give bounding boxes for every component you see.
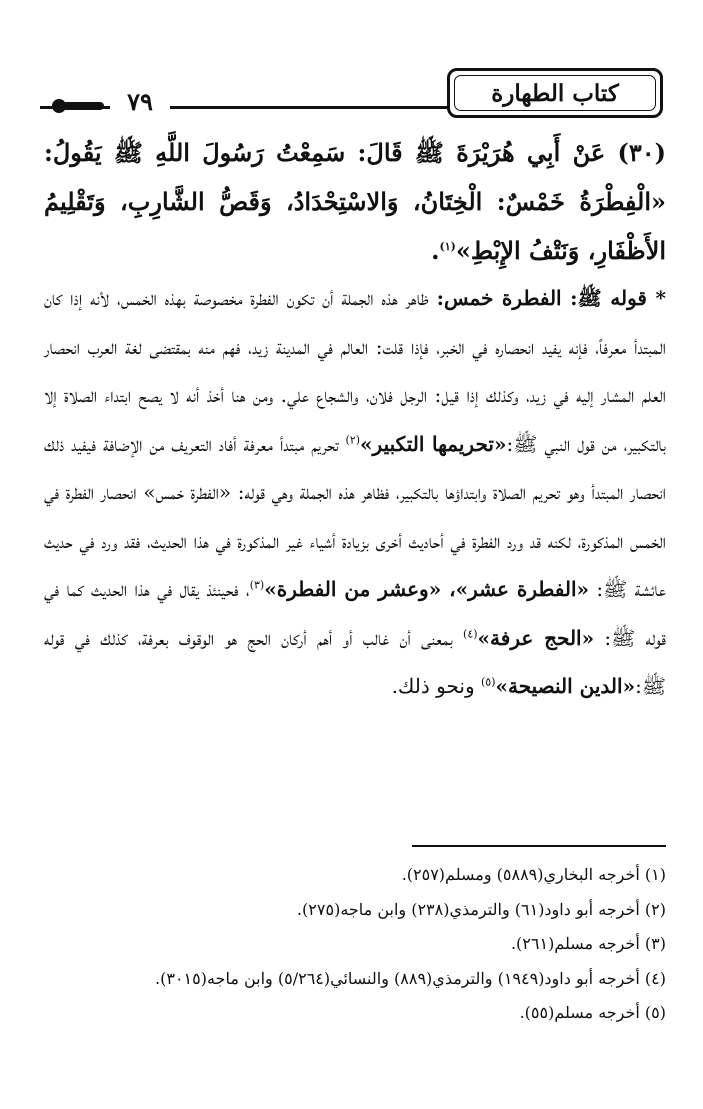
chapter-title-frame [447, 68, 663, 118]
quote-hajj-arafa: «الحج عرفة» [477, 625, 595, 650]
footnote-ref-1: (١) [439, 240, 456, 253]
hadith-end: . [431, 236, 440, 265]
footnote-ref-3: (٣) [249, 578, 265, 592]
commentary-segment-4: بمعنى أن غالب أو أهم أركان الحج هو الوقوف بعرفة، كذلك في قوله ﷺ: [44, 625, 666, 698]
footnote-separator [412, 845, 666, 847]
quote-din-nasiha: «الدين النصيحة» [495, 674, 636, 698]
chapter-title: كتاب الطهارة [491, 80, 619, 107]
quote-tahrimuha: «تحريمها التكبير» [360, 431, 507, 456]
footnote-3: (٣) أخرجه مسلم(٢٦١). [510, 934, 666, 953]
commentary-segment-3: ، فحينئذ يقال في هذا الحديث كما في قوله ﷺ: [44, 577, 666, 650]
footnote-4: (٤) أخرجه أبو داود(١٩٤٩) والترمذي(٨٨٩) والنسائي(٥/٢٦٤) وابن ماجه(٣٠١٥). [155, 968, 666, 988]
commentary-segment-2: تحريم مبتدأ معرفة أفاد التعريف من الإضافة فيفيد ذلك انحصار المبتدأ وهو تحريم الصلاة وابتداؤها بالتكبير، فظاهر هذه الجملة وهي قوله: «الفطرة خمس» انحصار الفطرة في الخمس المذكورة، لكنه قد ورد الفطرة في أحاديث أخرى بزيادة أشياء غير المذكورة في هذا الحديث، فقد ورد في حديث عائشة ﷺ: [44, 431, 666, 601]
quote-fitra-ashr: «الفطرة عشر»، «وعشر من الفطرة» [264, 577, 590, 601]
footnote-ref-4: (٤) [463, 626, 478, 640]
footnote-ref-2: (٢) [345, 432, 361, 446]
page-number: ٧٩ [110, 86, 170, 118]
hadith-text [44, 128, 666, 275]
footnote-5: (٥) أخرجه مسلم(٥٥). [519, 1003, 666, 1022]
commentary-lead: * قوله ﷺ: الفطرة خمس: [436, 286, 666, 310]
footnote-2: (٢) أخرجه أبو داود(٦١) والترمذي(٢٣٨) وابن ماجه(٢٧٥). [296, 899, 666, 919]
footnotes-list [44, 858, 666, 1031]
commentary-segment-5: ونحو ذلك. [391, 674, 475, 698]
commentary-paragraph [44, 274, 666, 711]
commentary-segment-1: ظاهر هذه الجملة أن تكون الفطرة مخصوصة بهذه الخمس، لأنه إذا كان المبتدأ معرفاً، فإنه يفيد انحصاره في الخبر، فإذا قلت: العالم في المدينة زيد، فهم منه بمقتضى لغة العرب انحصار العلم المشار إليه في زيد، وكذلك إذا قيل: الرجل فلان، والشجاع علي. ومن هنا أخذ أنه لا يصح ابتداء الصلاة إلا بالتكبير، من قول النبي ﷺ: [44, 286, 666, 456]
hadith-body: (٣٠) عَنْ أَبِي هُرَيْرَةَ ﷺ قَالَ: سَمِعْتُ رَسُولَ اللَّهِ ﷺ يَقُولُ: «الْفِطْرَةُ خَمْسٌ: الْخِتَانُ، وَالاسْتِحْدَادُ، وَقَصُّ الشَّارِبِ، وَتَقْلِيمُ الأَظْفَارِ، وَنَتْفُ الإِبْطِ» [44, 138, 666, 265]
footnote-1: (١) أخرجه البخاري(٥٨٨٩) ومسلم(٢٥٧). [401, 865, 666, 884]
header-ornament-bar [62, 102, 104, 110]
footnote-ref-5: (٥) [480, 675, 496, 689]
header-ornament-dot [52, 99, 66, 113]
